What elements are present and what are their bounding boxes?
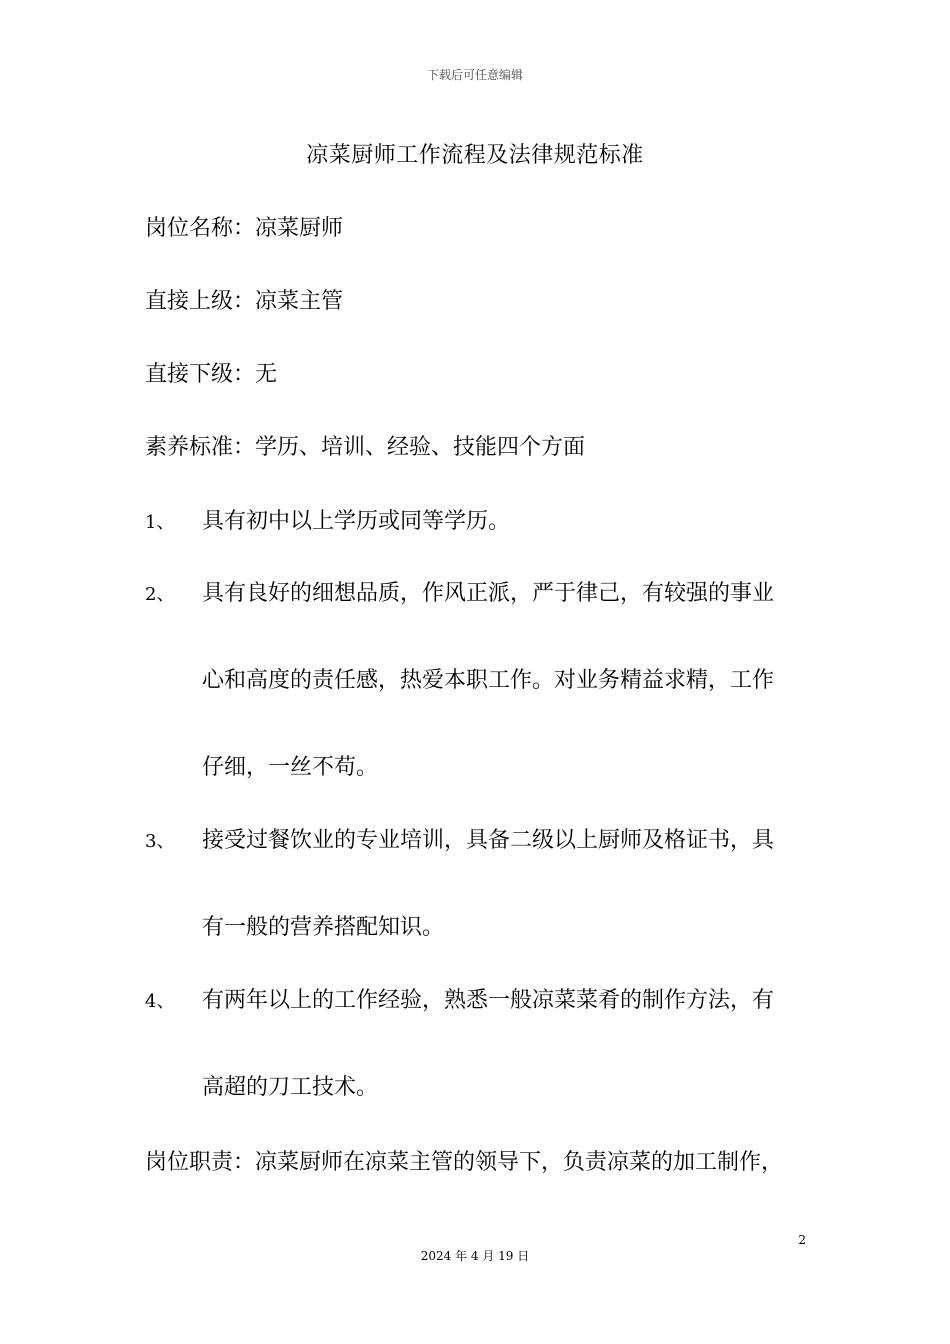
field-label: 岗位职责： — [145, 1150, 256, 1175]
item-number: 1、 — [145, 512, 175, 533]
field-label: 直接下级： — [145, 362, 256, 387]
item-number: 2、 — [145, 584, 175, 605]
item-number: 4、 — [145, 991, 175, 1012]
item-text-line: 高超的刀工技术。 — [202, 1075, 379, 1100]
field-label: 直接上级： — [145, 289, 256, 314]
page-number: 2 — [798, 1233, 806, 1247]
item-text-line: 仔细，一丝不苟。 — [202, 755, 379, 780]
field-quality-standard — [145, 430, 585, 461]
page-header-note: 下载后可任意编辑 — [426, 68, 523, 82]
item-text-line: 具有良好的细想品质，作风正派，严于律己，有较强的事业 — [202, 581, 775, 606]
field-label: 岗位名称： — [145, 216, 256, 241]
field-value: 学历、培训、经验、技能四个方面 — [255, 435, 586, 460]
footer-date: 2024 年 4 月 19 日 — [420, 1249, 530, 1263]
field-value: 无 — [255, 362, 278, 387]
item-text-line: 心和高度的责任感，热爱本职工作。对业务精益求精，工作 — [202, 668, 775, 693]
document-title: 凉菜厨师工作流程及法律规范标准 — [306, 143, 644, 168]
field-job-title — [145, 211, 343, 242]
job-duty — [145, 1145, 783, 1176]
item-number: 3、 — [145, 831, 175, 852]
item-text-line: 有一般的营养搭配知识。 — [202, 915, 445, 940]
field-value: 凉菜厨师 — [255, 216, 344, 241]
item-text-line: 接受过餐饮业的专业培训，具备二级以上厨师及格证书，具 — [202, 828, 775, 853]
field-direct-subordinate — [145, 357, 277, 388]
item-text-line: 有两年以上的工作经验，熟悉一般凉菜菜肴的制作方法，有 — [202, 988, 775, 1013]
field-direct-superior — [145, 284, 343, 315]
field-value: 凉菜主管 — [255, 289, 344, 314]
field-label: 素养标准： — [145, 435, 256, 460]
field-value: 凉菜厨师在凉菜主管的领导下，负责凉菜的加工制作， — [255, 1150, 784, 1175]
item-text-line: 具有初中以上学历或同等学历。 — [202, 509, 511, 534]
